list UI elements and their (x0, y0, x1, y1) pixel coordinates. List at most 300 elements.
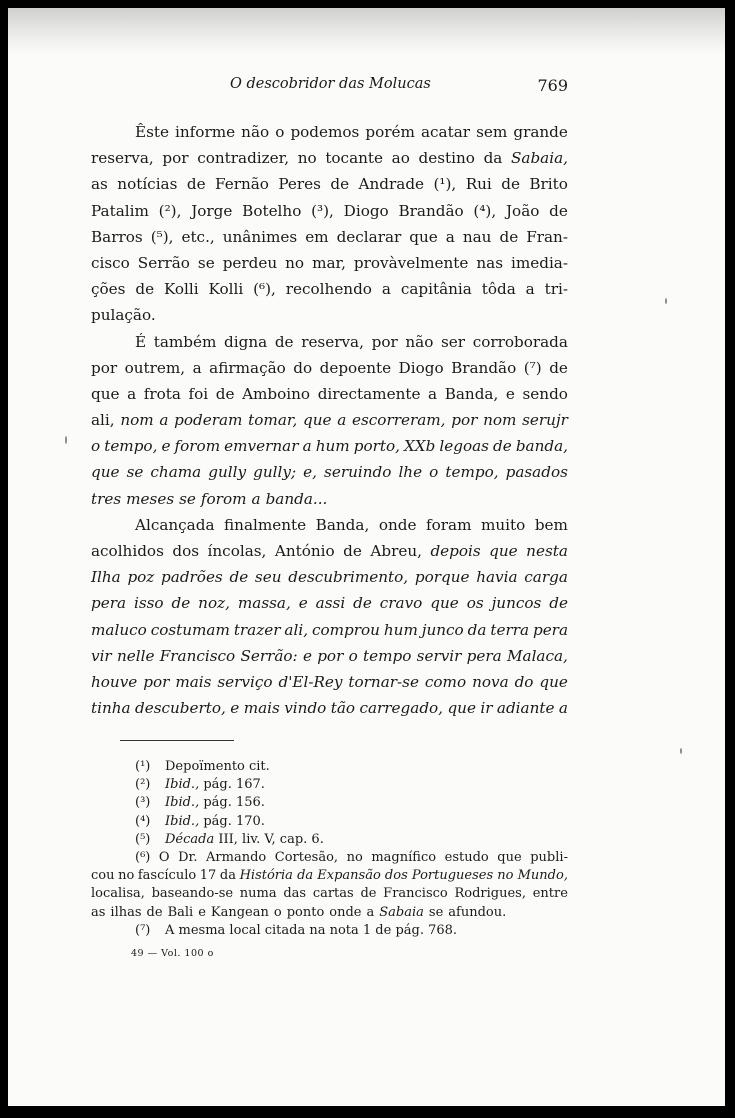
word: (⁶) (135, 850, 151, 866)
word: de (229, 568, 249, 587)
word: de (499, 227, 519, 246)
footnote-rule (120, 740, 234, 741)
text-line (91, 171, 568, 197)
word: Kolli (208, 280, 244, 299)
word: os (466, 594, 484, 613)
word: de (343, 542, 362, 560)
word: Barros (91, 227, 143, 246)
word: informe (175, 123, 236, 141)
word: onde (378, 515, 417, 534)
word: sendo (522, 384, 568, 403)
footnote (91, 831, 568, 849)
word: reserva, (91, 149, 154, 168)
text-line (91, 512, 568, 538)
word: carregado, (359, 699, 444, 718)
word: que (91, 384, 120, 403)
footnote (91, 794, 568, 812)
text-line (91, 617, 568, 643)
word: Banda, (444, 384, 499, 403)
word: porém (365, 123, 415, 141)
word: tôda (481, 280, 516, 299)
text-line (91, 302, 568, 328)
word: Bali (167, 904, 194, 920)
word: foram (425, 515, 472, 534)
word: É (135, 332, 147, 351)
footnote (91, 776, 568, 794)
footnote-source: Década (165, 831, 215, 847)
word: do (293, 358, 313, 377)
word: do (514, 672, 534, 691)
word: Serrão (137, 253, 190, 272)
word: tocante (325, 149, 383, 168)
word: serviço (217, 672, 273, 691)
word: da (483, 149, 503, 168)
word: finalmente (224, 515, 307, 534)
word: tinha (91, 699, 131, 718)
word: de (549, 201, 568, 220)
word: magnífico (371, 850, 437, 866)
word: a (302, 437, 312, 456)
text-line (91, 407, 568, 433)
word: que (447, 699, 476, 718)
footnote-number: (¹) (135, 759, 151, 774)
footnote-number: (²) (135, 777, 151, 793)
word: Malaca, (506, 646, 568, 665)
text-line (91, 355, 568, 381)
word: e (302, 646, 312, 665)
footnote (91, 813, 568, 831)
word: de (274, 332, 294, 351)
word: costumam (150, 620, 230, 639)
word: entre (532, 886, 568, 902)
footnote-text: A mesma local citada na nota 1 de pág. 768. (165, 922, 458, 938)
word: massa, (237, 594, 291, 613)
word: havia (476, 568, 518, 587)
word: de (353, 594, 372, 613)
word: o (429, 463, 439, 482)
word: Brandão (451, 358, 517, 377)
word: houve (91, 672, 138, 691)
footnote-text: pág. 167. (199, 777, 265, 793)
word: íncolas, (207, 542, 267, 560)
word: se (428, 904, 444, 920)
word: Diogo (343, 201, 389, 220)
word: digna (224, 332, 268, 351)
word: Jorge (191, 201, 233, 220)
word: grande (513, 123, 568, 141)
word: porque (414, 568, 470, 587)
word: Francisco (383, 886, 448, 902)
footnote (91, 922, 568, 940)
word: mar, (312, 253, 346, 272)
scan-speck (665, 298, 667, 304)
word: pulação. (91, 306, 156, 325)
word: banda, (515, 437, 568, 456)
footnote-text: pág. 156. (199, 795, 265, 811)
text-line (91, 145, 568, 171)
word: ponto (286, 904, 325, 920)
word: tempo, (104, 437, 158, 456)
word: tão (330, 699, 356, 718)
word: hum (383, 620, 418, 639)
word: etc., (181, 227, 215, 246)
word: tres (91, 489, 122, 508)
word: tri- (544, 280, 568, 299)
word: comprou (311, 620, 380, 639)
word: tempo, (445, 463, 499, 482)
word: (⁶), (253, 280, 276, 299)
word: outrem, (124, 358, 186, 377)
word: padrões (161, 568, 223, 587)
word: Francisco (159, 646, 236, 665)
word: e, (303, 463, 317, 482)
word: nelle (116, 646, 155, 665)
word: reserva, (301, 332, 364, 351)
word: forom (174, 437, 221, 456)
word: Fernão (215, 175, 269, 194)
word: ali, (91, 411, 115, 430)
body-text (91, 119, 568, 721)
word: nova (472, 672, 509, 691)
word: podemos (290, 123, 360, 141)
word: banda... (265, 489, 328, 508)
word: noz, (198, 594, 230, 613)
footnote-number: (⁷) (135, 922, 151, 938)
word: de (171, 594, 191, 613)
word: cou (91, 868, 115, 884)
word: não (241, 123, 270, 141)
word: de (549, 358, 568, 377)
word: recolhendo (285, 280, 372, 299)
word: corroborada (472, 332, 568, 351)
word: sem (476, 123, 508, 141)
word: nau (462, 227, 492, 246)
word: Êste (135, 123, 169, 141)
word: escorreram, (352, 411, 446, 430)
word: da (219, 868, 236, 884)
word: contradizer, (197, 149, 290, 168)
scan-speck (680, 748, 682, 754)
word: a (159, 411, 169, 430)
word: gully; (253, 463, 297, 482)
word: que (497, 850, 522, 866)
word: publi- (530, 850, 568, 866)
word: no (285, 253, 305, 272)
word: de (549, 594, 568, 613)
word: não (405, 332, 434, 351)
word: afundou. (448, 904, 507, 920)
word: o (91, 437, 101, 456)
word: serujr (522, 411, 568, 430)
word: fascículo (137, 868, 197, 884)
text-line (91, 329, 568, 355)
word: carga (524, 568, 568, 587)
text-line (91, 486, 568, 512)
word: Sabaia, (511, 149, 568, 168)
scanned-page (8, 8, 725, 1106)
word: acolhidos (91, 542, 164, 560)
word: que (91, 463, 120, 482)
text-line (91, 590, 568, 616)
word: a (192, 358, 202, 377)
word: a (127, 384, 137, 403)
word: Fran- (526, 227, 568, 246)
word: o (273, 904, 282, 920)
word: no (297, 149, 317, 168)
word: Sabaia (379, 904, 424, 920)
word: mais (243, 699, 280, 718)
text-line (91, 643, 568, 669)
footnote-text: III, liv. V, cap. 6. (214, 831, 324, 847)
printer-signature: 49 — Vol. 100 o (131, 948, 214, 959)
word: que (303, 411, 332, 430)
word: trazer (233, 620, 281, 639)
word: muito (481, 515, 526, 534)
word: cravo (379, 594, 423, 613)
word: nesta (526, 542, 568, 560)
word: (⁷) (523, 358, 542, 377)
word: Kolli (163, 280, 199, 299)
word: legoas (439, 437, 489, 456)
word: de (135, 280, 155, 299)
word: Rui (465, 175, 492, 194)
word: as (91, 175, 108, 194)
word: Patalim (91, 201, 149, 220)
word: frota (143, 384, 181, 403)
footnote-line (91, 849, 568, 867)
text-line (91, 276, 568, 302)
word: se (126, 463, 144, 482)
footnote-line (91, 885, 568, 903)
word: dos (172, 542, 200, 560)
text-line (91, 538, 568, 564)
word: ções (91, 280, 126, 299)
word: Rodrigues, (454, 886, 526, 902)
word: nom (120, 411, 154, 430)
word: Alcançada (135, 515, 215, 534)
word: das (283, 886, 307, 902)
word: tornar-se (348, 672, 419, 691)
word: juncos (491, 594, 542, 613)
text-line (91, 459, 568, 485)
word: provàvelmente (353, 253, 469, 272)
word: gully (208, 463, 247, 482)
word: destino (418, 149, 475, 168)
word: poderam (174, 411, 243, 430)
word: Andrade (358, 175, 425, 194)
word: e (161, 437, 171, 456)
word: acatar (421, 123, 471, 141)
word: Cortesão, (274, 850, 339, 866)
word: Amboino (242, 384, 311, 403)
footnote-source: Ibid., (165, 813, 200, 829)
page-number: 769 (537, 76, 568, 95)
word: descuberto, (135, 699, 226, 718)
word: isso (133, 594, 164, 613)
word: junco (421, 620, 464, 639)
word: em (305, 227, 329, 246)
word: pasados (505, 463, 568, 482)
word: pera (91, 594, 127, 613)
footnote-number: (³) (135, 795, 151, 811)
word: a (337, 411, 347, 430)
word: vindo (284, 699, 327, 718)
word: a (251, 489, 261, 508)
word: de (146, 904, 163, 920)
word: Peres (278, 175, 321, 194)
footnote-line (91, 904, 568, 922)
word: (⁴), (473, 201, 497, 220)
word: localisa, (91, 886, 145, 902)
word: unânimes (222, 227, 298, 246)
word: História da Expansão dos Portugueses no Mundo, (239, 868, 568, 884)
text-line (91, 198, 568, 224)
footnote-text: pág. 170. (199, 813, 265, 829)
footnote-line (91, 867, 568, 885)
word: as (91, 904, 106, 920)
word: de (360, 886, 377, 902)
word: a (445, 227, 455, 246)
text-line (91, 564, 568, 590)
word: e (230, 699, 240, 718)
word: imedia- (510, 253, 568, 272)
word: foi (188, 384, 209, 403)
word: directamente (317, 384, 421, 403)
word: se (197, 253, 215, 272)
word: a (428, 384, 438, 403)
word: ao (391, 149, 410, 168)
word: Ilha (91, 568, 121, 587)
word: e (505, 384, 515, 403)
word: de (330, 175, 350, 194)
word: Kangean (210, 904, 269, 920)
scan-shadow (8, 8, 725, 54)
word: nas (476, 253, 503, 272)
word: (³), (311, 201, 334, 220)
word: descubrimento, (288, 568, 409, 587)
word: Brito (529, 175, 568, 194)
word: se (179, 489, 196, 508)
word: poz (127, 568, 155, 587)
word: António (274, 542, 335, 560)
word: por (371, 332, 398, 351)
word: a (366, 904, 375, 920)
running-title: O descobridor das Molucas (230, 76, 431, 92)
text-line (91, 224, 568, 250)
word: vir (91, 646, 112, 665)
word: ali, (284, 620, 309, 639)
footnotes (91, 758, 568, 940)
running-head (230, 76, 568, 98)
word: que (489, 542, 518, 560)
word: XXb (403, 437, 436, 456)
word: Dr. (178, 850, 198, 866)
word: (⁵), (150, 227, 174, 246)
word: maluco (91, 620, 147, 639)
word: bem (534, 515, 568, 534)
footnote-number: (⁵) (135, 831, 151, 847)
word: pera (466, 646, 502, 665)
word: onde (329, 904, 362, 920)
word: meses (126, 489, 175, 508)
text-line (91, 119, 568, 145)
word: notícias (117, 175, 178, 194)
text-line (91, 433, 568, 459)
footnote-text: Depoïmento cit. (165, 759, 270, 774)
word: d'El-Rey (278, 672, 343, 691)
word: o (275, 123, 285, 141)
word: e (198, 904, 206, 920)
word: que (409, 227, 438, 246)
word: por (317, 646, 344, 665)
word: depois (430, 542, 481, 560)
word: Abreu, (370, 542, 422, 560)
word: o (348, 646, 358, 665)
word: que (430, 594, 459, 613)
word: lhe (398, 463, 423, 482)
scan-speck (65, 436, 67, 444)
word: a (381, 280, 391, 299)
word: (²), (158, 201, 182, 220)
footnote-source: Ibid., (165, 795, 200, 811)
word: de (493, 437, 512, 456)
word: por (451, 411, 478, 430)
word: de (501, 175, 520, 194)
word: servir (416, 646, 462, 665)
word: terra (490, 620, 530, 639)
text-line (91, 250, 568, 276)
word: Brandão (398, 201, 464, 220)
word: ilhas (110, 904, 142, 920)
word: emvernar (224, 437, 299, 456)
text-line (91, 695, 568, 721)
word: a (525, 280, 535, 299)
word: nom (483, 411, 517, 430)
word: cartas (312, 886, 354, 902)
word: no (346, 850, 363, 866)
word: por (143, 672, 170, 691)
word: estudo (444, 850, 489, 866)
word: pera (532, 620, 568, 639)
word: seu (254, 568, 282, 587)
word: tomar, (248, 411, 298, 430)
word: de (186, 175, 206, 194)
word: O (158, 850, 170, 866)
word: Armando (206, 850, 267, 866)
word: adiante (496, 699, 555, 718)
word: por (91, 358, 118, 377)
word: como (424, 672, 467, 691)
word: também (153, 332, 217, 351)
word: perdeu (222, 253, 278, 272)
word: forom (200, 489, 247, 508)
word: Botelho (242, 201, 302, 220)
word: Serrão: (240, 646, 298, 665)
word: hum (315, 437, 350, 456)
word: baseando-se (151, 886, 234, 902)
word: cisco (91, 253, 130, 272)
word: capitânia (400, 280, 472, 299)
word: depoente (319, 358, 392, 377)
word: por (162, 149, 189, 168)
footnote (91, 758, 568, 776)
word: 17 (199, 868, 217, 884)
word: no (118, 868, 135, 884)
word: ir (480, 699, 493, 718)
word: que (539, 672, 568, 691)
word: assi (315, 594, 346, 613)
word: Banda, (315, 515, 370, 534)
